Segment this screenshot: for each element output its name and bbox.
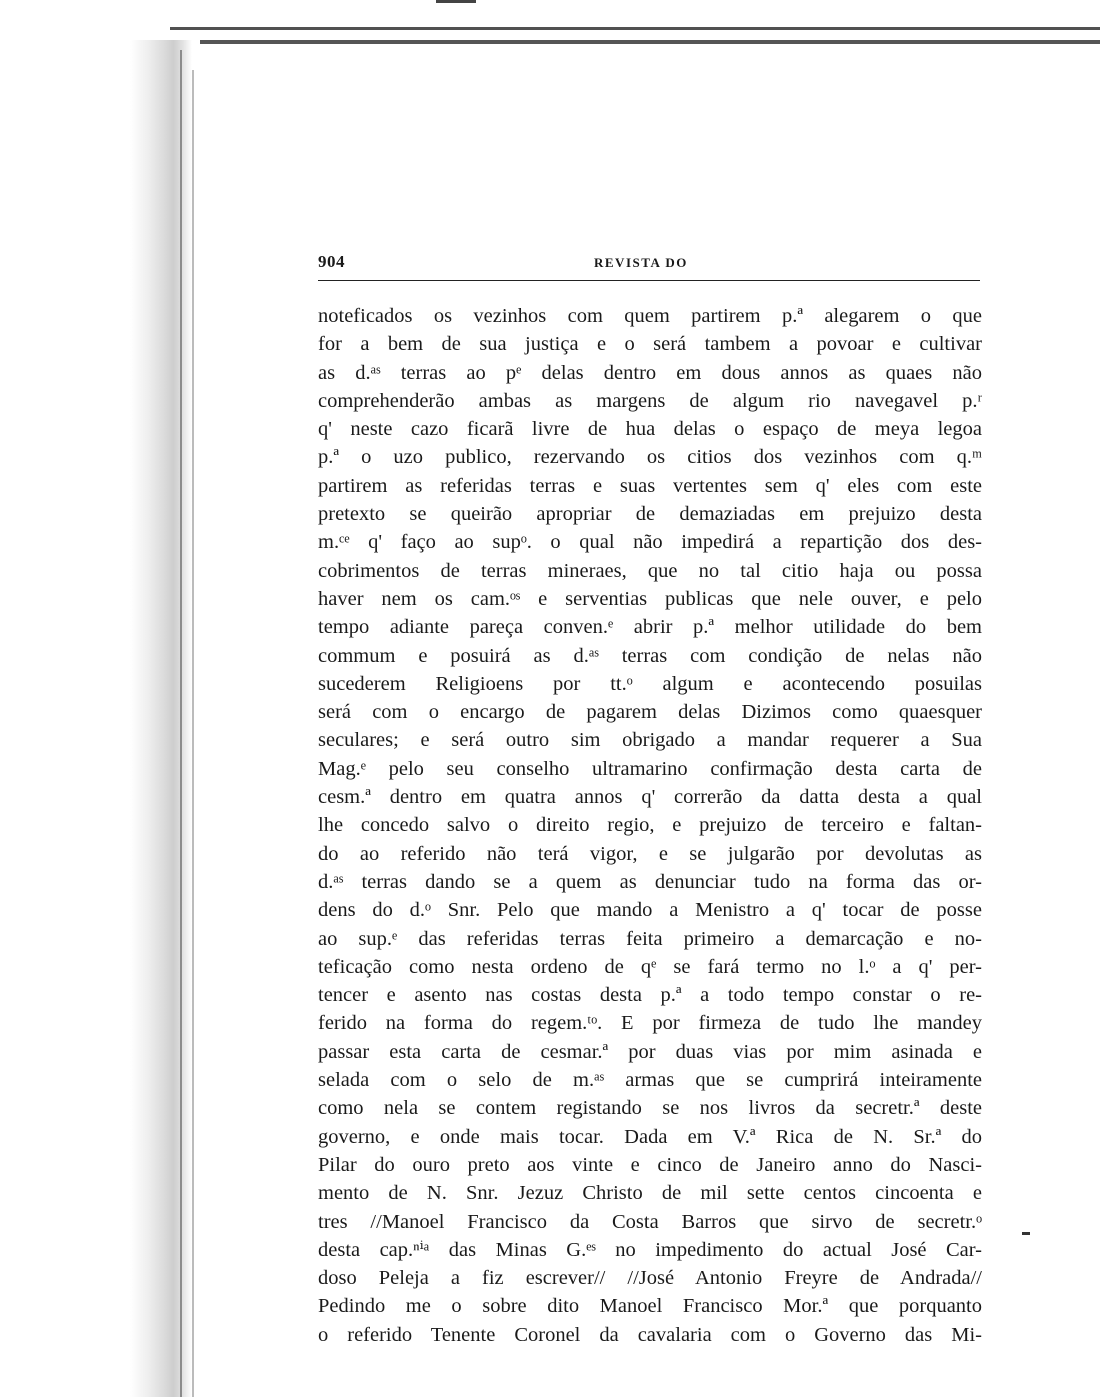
page-header <box>318 252 980 276</box>
text-line: for a bem de sua justiça e o será tambem a povoar e cultivar <box>318 333 982 356</box>
text-line: haver nem os cam.ᵒˢ e serventias publicas que nele ouver, e pelo <box>318 587 982 610</box>
text-line: doso Peleja a fiz escrever// //José Antonio Freyre de Andrada// <box>318 1267 982 1290</box>
text-line: teficação como nesta ordeno de qᵉ se fará termo no l.ᵒ a q' per- <box>318 955 982 978</box>
text-line: tres //Manoel Francisco da Costa Barros que sirvo de secretr.ᵒ <box>318 1210 982 1233</box>
text-line: comprehenderão ambas as margens de algum rio navegavel p.ʳ <box>318 389 982 412</box>
text-line: ferido na forma do regem.ᵗᵒ. E por firmeza de tudo lhe mandey <box>318 1012 982 1035</box>
text-line: mento de N. Snr. Jezuz Christo de mil sette centos cincoenta e <box>318 1182 982 1205</box>
text-line: m.ᶜᵉ q' faço ao supᵒ. o qual não impedirá a repartição dos des- <box>318 531 982 554</box>
text-line: selada com o selo de m.ᵃˢ armas que se cumprirá inteiramente <box>318 1069 982 1092</box>
text-line: commum e posuirá as d.ᵃˢ terras com condição de nelas não <box>318 644 982 667</box>
text-line: Pedindo me o sobre dito Manoel Francisco Mor.ª que porquanto <box>318 1295 982 1318</box>
text-line: sucederem Religioens por tt.ᵒ algum e acontecendo posuilas <box>318 672 982 695</box>
text-line: será com o encargo de pagarem delas Dizimos como quaesquer <box>318 701 982 724</box>
text-line: como nela se contem registando se nos livros da secretr.ª deste <box>318 1097 982 1120</box>
text-line: tencer e asento nas costas desta p.ª a todo tempo constar o re- <box>318 984 982 1007</box>
text-line: Pilar do ouro preto aos vinte e cinco de Janeiro anno do Nasci- <box>318 1153 982 1176</box>
text-line: governo, e onde mais tocar. Dada em V.ª Rica de N. Sr.ª do <box>318 1125 982 1148</box>
binding-line <box>180 50 182 1397</box>
scan-edge-mark <box>436 0 476 3</box>
text-line: o referido Tenente Coronel da cavalaria com o Governo das Mi- <box>318 1323 982 1346</box>
text-line: do ao referido não terá vigor, e se julgarão por devolutas as <box>318 842 982 865</box>
binding-line-inner <box>192 70 194 1397</box>
scan-top-edge-shadow <box>200 40 1100 44</box>
body-text <box>318 302 982 1349</box>
header-rule <box>318 280 980 281</box>
text-line: d.ᵃˢ terras dando se a quem as denunciar tudo na forma das or- <box>318 870 982 893</box>
text-line: as d.ᵃˢ terras ao pᵉ delas dentro em dous annos as quaes não <box>318 361 982 384</box>
text-line: seculares; e será outro sim obrigado a mandar requerer a Sua <box>318 729 982 752</box>
text-line: ao sup.ᵉ das referidas terras feita primeiro a demarcação e no- <box>318 927 982 950</box>
text-line: partirem as referidas terras e suas vertentes sem q' eles com este <box>318 474 982 497</box>
text-line: tempo adiante pareça conven.ᵉ abrir p.ª melhor utilidade do bem <box>318 616 982 639</box>
text-line: q' neste cazo ficarã livre de hua delas o espaço de meya legoa <box>318 418 982 441</box>
text-line: lhe concedo salvo o direito regio, e prejuizo de terceiro e faltan- <box>318 814 982 837</box>
text-line: Mag.ᵉ pelo seu conselho ultramarino confirmação desta carta de <box>318 757 982 780</box>
binding-shadow <box>130 40 192 1397</box>
text-line: dens do d.ᵒ Snr. Pelo que mando a Menistro a q' tocar de posse <box>318 899 982 922</box>
text-line: cesm.ª dentro em quatra annos q' correrão da datta desta a qual <box>318 786 982 809</box>
text-line: p.ª o uzo publico, rezervando os citios dos vezinhos com q.ᵐ <box>318 446 982 469</box>
text-line: desta cap.ⁿⁱᵃ das Minas G.ᵉˢ no impedimento do actual José Car- <box>318 1238 982 1261</box>
text-line: noteficados os vezinhos com quem partirem p.ª alegarem o que <box>318 305 982 327</box>
text-line: pretexto se queirão apropriar de demaziadas em prejuizo desta <box>318 503 982 526</box>
text-line: passar esta carta de cesmar.ª por duas vias por mim asinada e <box>318 1040 982 1063</box>
page-number: 904 <box>318 252 345 271</box>
scan-top-edge <box>170 27 1100 30</box>
text-line: cobrimentos de terras mineraes, que no tal citio haja ou possa <box>318 559 982 582</box>
margin-mark <box>1022 1232 1030 1235</box>
running-head: REVISTA DO <box>594 255 688 270</box>
